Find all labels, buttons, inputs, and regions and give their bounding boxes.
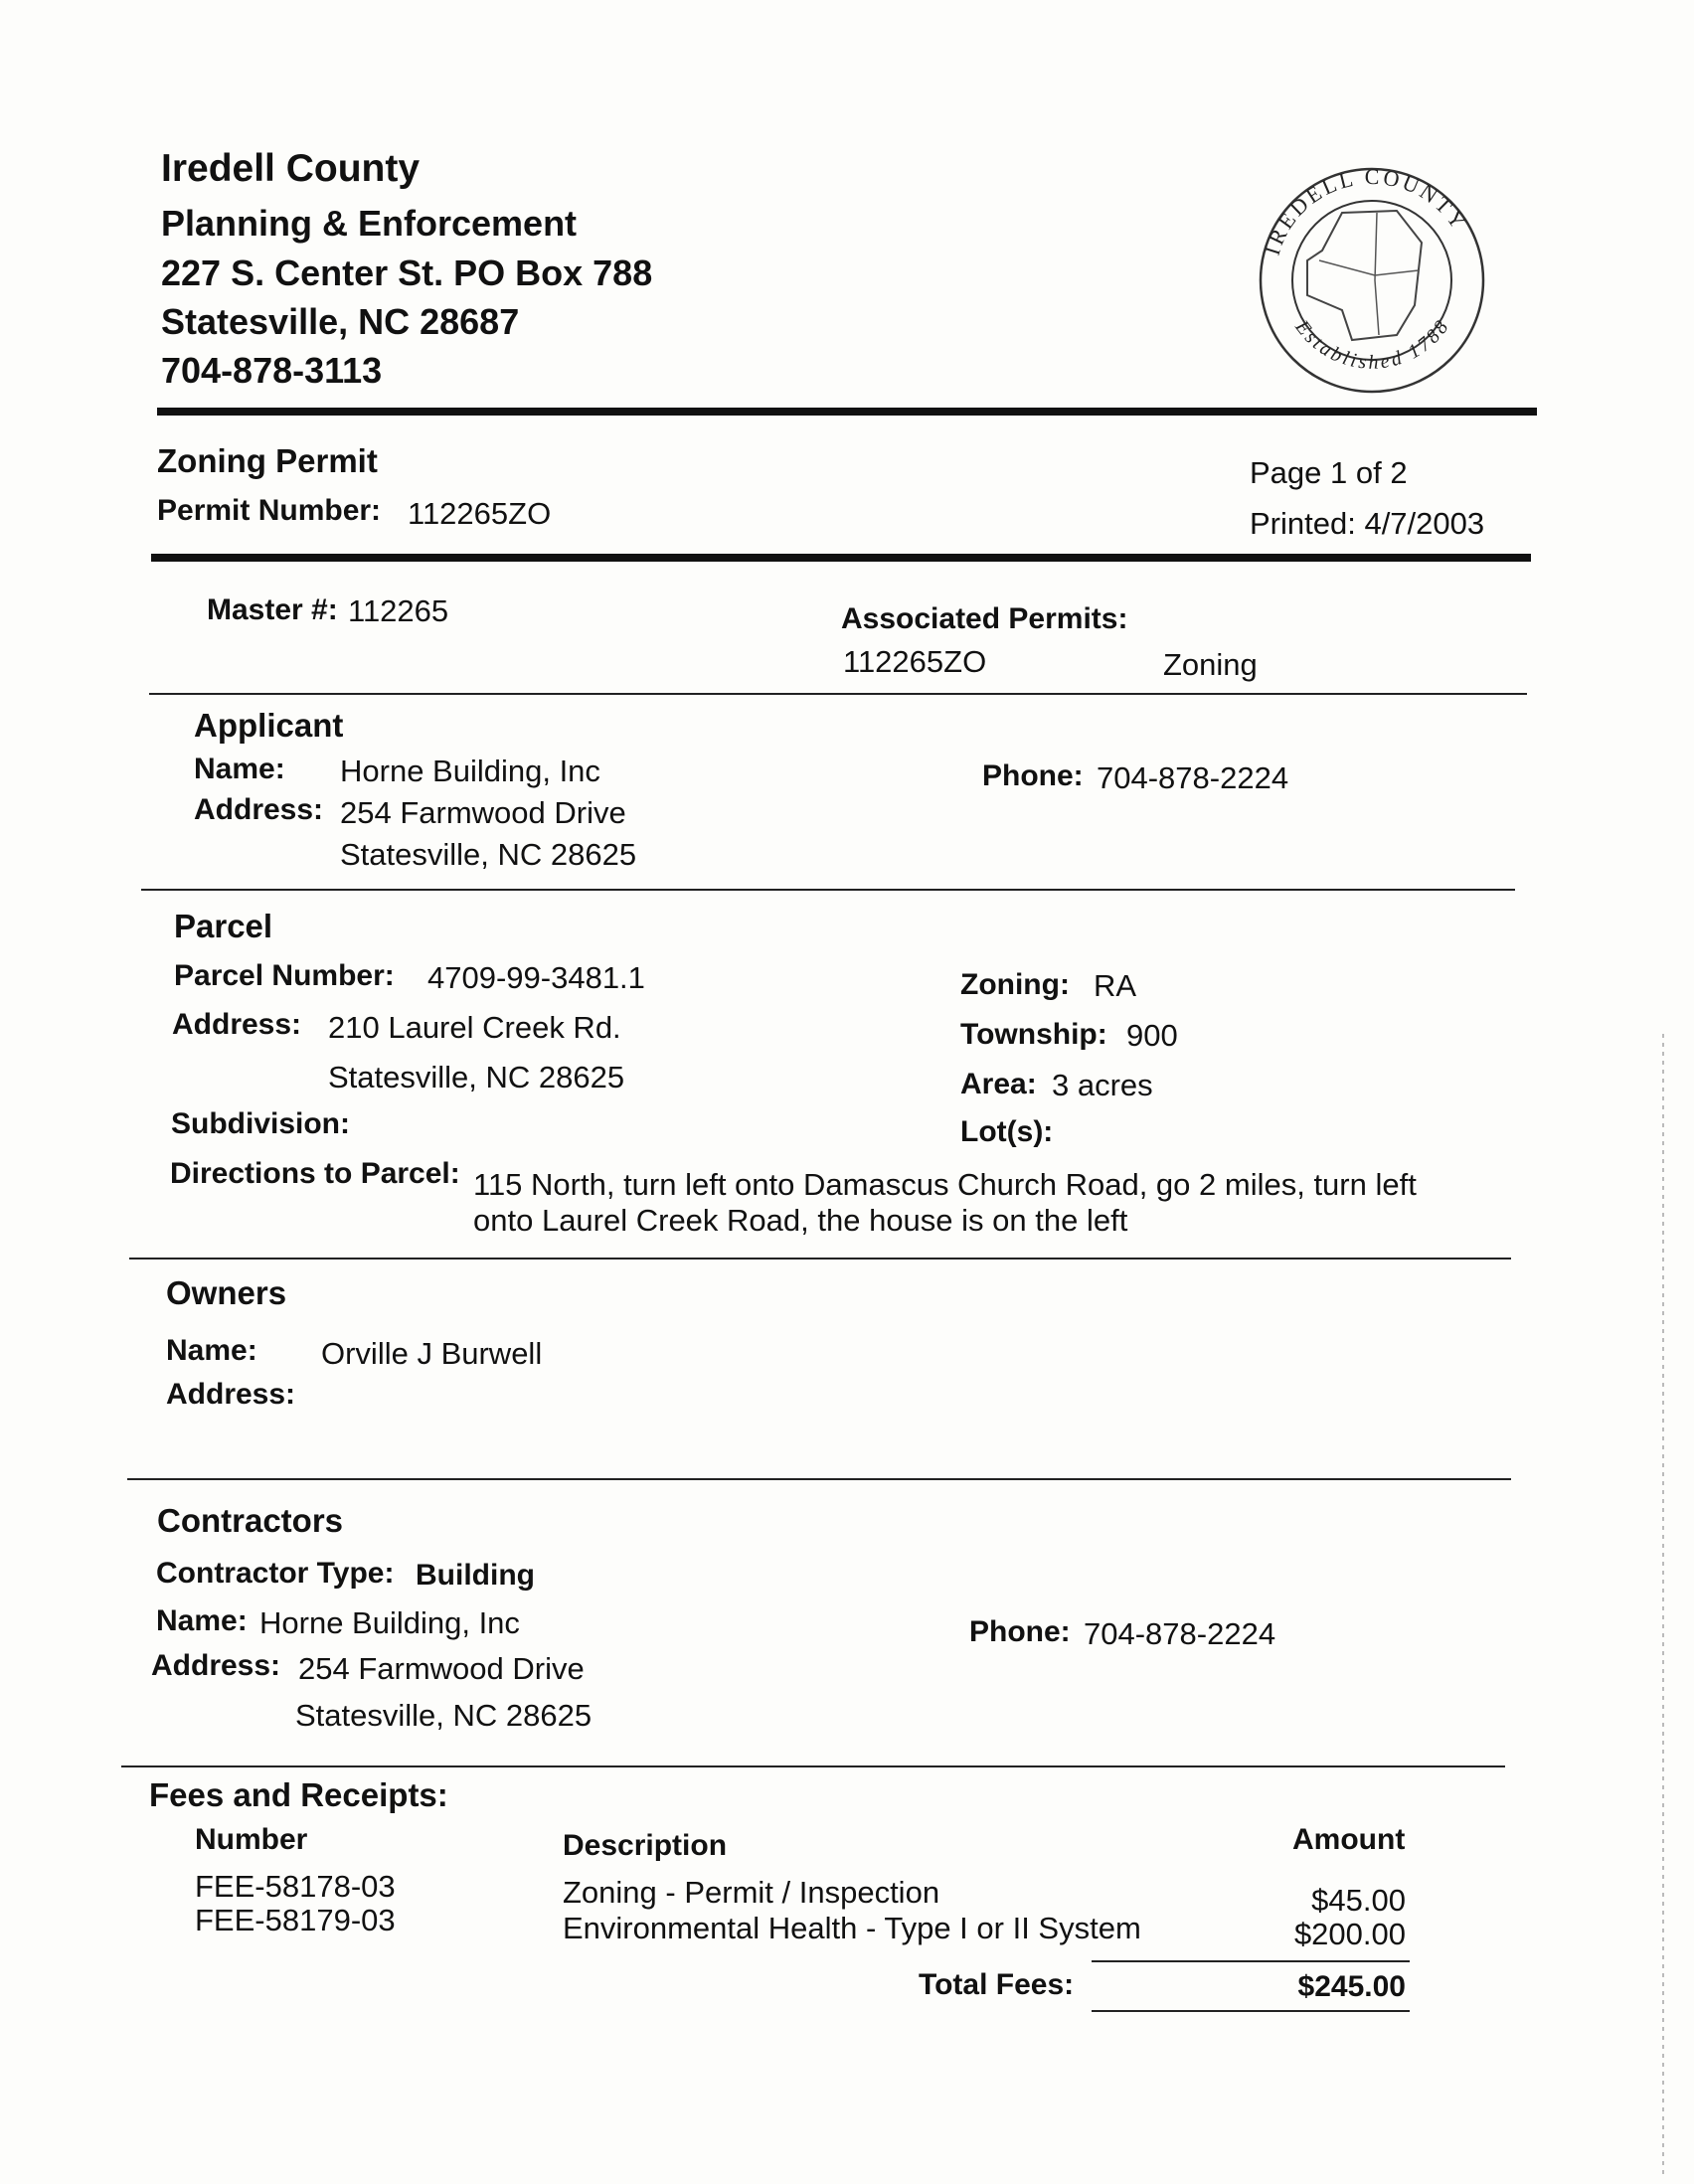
contractor-name-label: Name: (156, 1604, 248, 1637)
parcel-address-line1: 210 Laurel Creek Rd. (328, 1010, 621, 1045)
master-number: 112265 (348, 593, 449, 628)
header-divider (157, 408, 1537, 416)
printed-date: Printed: 4/7/2003 (1250, 506, 1485, 541)
svg-text:Established 1788 (1290, 314, 1454, 373)
contractor-phone: 704-878-2224 (1084, 1616, 1276, 1651)
total-fees-label: Total Fees: (919, 1968, 1075, 2001)
permit-number-label: Permit Number: (157, 494, 382, 527)
permit-number: 112265ZO (408, 496, 552, 531)
org-street: 227 S. Center St. PO Box 788 (161, 252, 653, 293)
directions-line1: 115 North, turn left onto Damascus Church Road, go 2 miles, turn left (473, 1167, 1417, 1202)
zoning-value: RA (1094, 968, 1137, 1003)
owners-title: Owners (166, 1274, 287, 1311)
lots-label: Lot(s): (960, 1115, 1054, 1148)
fee-amount: $45.00 (1311, 1883, 1406, 1918)
area-label: Area: (960, 1068, 1037, 1100)
fee-description: Environmental Health - Type I or II System (563, 1911, 1141, 1945)
fees-col-amount: Amount (1292, 1823, 1406, 1856)
section-divider (121, 1765, 1505, 1767)
township-label: Township: (960, 1018, 1107, 1051)
contractor-name: Horne Building, Inc (259, 1605, 520, 1640)
parcel-title: Parcel (174, 908, 273, 944)
county-seal-icon (1248, 161, 1496, 400)
contractor-address-line2: Statesville, NC 28625 (295, 1698, 593, 1733)
section-divider (129, 1258, 1511, 1260)
contractor-address-line1: 254 Farmwood Drive (298, 1651, 585, 1686)
seal-text-bottom: Established 1788 (1290, 314, 1455, 374)
applicant-address-line1: 254 Farmwood Drive (340, 795, 626, 830)
fees-title: Fees and Receipts: (149, 1776, 448, 1813)
section-divider (149, 693, 1527, 695)
total-rule-top (1092, 1960, 1410, 1962)
page-indicator: Page 1 of 2 (1250, 455, 1408, 490)
applicant-phone: 704-878-2224 (1097, 760, 1289, 795)
fee-number: FEE-58179-03 (195, 1903, 396, 1937)
contractor-phone-label: Phone: (969, 1615, 1071, 1648)
department-name: Planning & Enforcement (161, 203, 578, 244)
owner-address-label: Address: (166, 1378, 296, 1411)
associated-permit-type: Zoning (1163, 647, 1258, 682)
applicant-phone-label: Phone: (982, 759, 1084, 792)
section-divider (127, 1478, 1511, 1480)
fees-col-description: Description (563, 1829, 728, 1862)
fee-number: FEE-58178-03 (195, 1869, 396, 1904)
contractor-type-label: Contractor Type: (156, 1557, 395, 1590)
fee-amount: $200.00 (1293, 1917, 1406, 1951)
org-name: Iredell County (161, 147, 421, 190)
zoning-label: Zoning: (960, 968, 1070, 1001)
parcel-number-label: Parcel Number: (174, 959, 395, 992)
associated-permit-number: 112265ZO (843, 644, 987, 679)
owner-name-label: Name: (166, 1334, 257, 1367)
area-value: 3 acres (1052, 1068, 1153, 1102)
total-rule-bottom (1092, 2010, 1410, 2012)
owner-name: Orville J Burwell (321, 1336, 543, 1371)
scan-edge (1662, 1034, 1664, 2177)
parcel-address-label: Address: (172, 1008, 302, 1041)
contractor-type: Building (416, 1559, 535, 1592)
permit-title: Zoning Permit (157, 442, 378, 479)
contractor-address-label: Address: (151, 1649, 281, 1682)
section-divider (141, 889, 1515, 891)
org-city: Statesville, NC 28687 (161, 301, 520, 342)
subdivision-label: Subdivision: (171, 1107, 350, 1140)
org-phone: 704-878-3113 (161, 350, 383, 391)
parcel-address-line2: Statesville, NC 28625 (328, 1060, 625, 1094)
fee-description: Zoning - Permit / Inspection (563, 1875, 940, 1910)
applicant-address-line2: Statesville, NC 28625 (340, 837, 637, 872)
directions-line2: onto Laurel Creek Road, the house is on the left (473, 1203, 1128, 1238)
applicant-title: Applicant (194, 707, 344, 744)
total-fees-amount: $245.00 (1297, 1970, 1406, 2003)
master-label: Master #: (207, 593, 338, 626)
parcel-number: 4709-99-3481.1 (427, 960, 645, 995)
township-value: 900 (1126, 1018, 1178, 1053)
permit-divider (151, 554, 1531, 562)
fees-col-number: Number (195, 1823, 308, 1856)
directions-label: Directions to Parcel: (170, 1157, 460, 1190)
contractors-title: Contractors (157, 1502, 344, 1539)
applicant-address-label: Address: (194, 793, 324, 826)
associated-permits-label: Associated Permits: (841, 602, 1128, 635)
applicant-name-label: Name: (194, 753, 285, 785)
applicant-name: Horne Building, Inc (340, 754, 600, 788)
seal-text-top: IREDELL COUNTY (1259, 163, 1473, 258)
